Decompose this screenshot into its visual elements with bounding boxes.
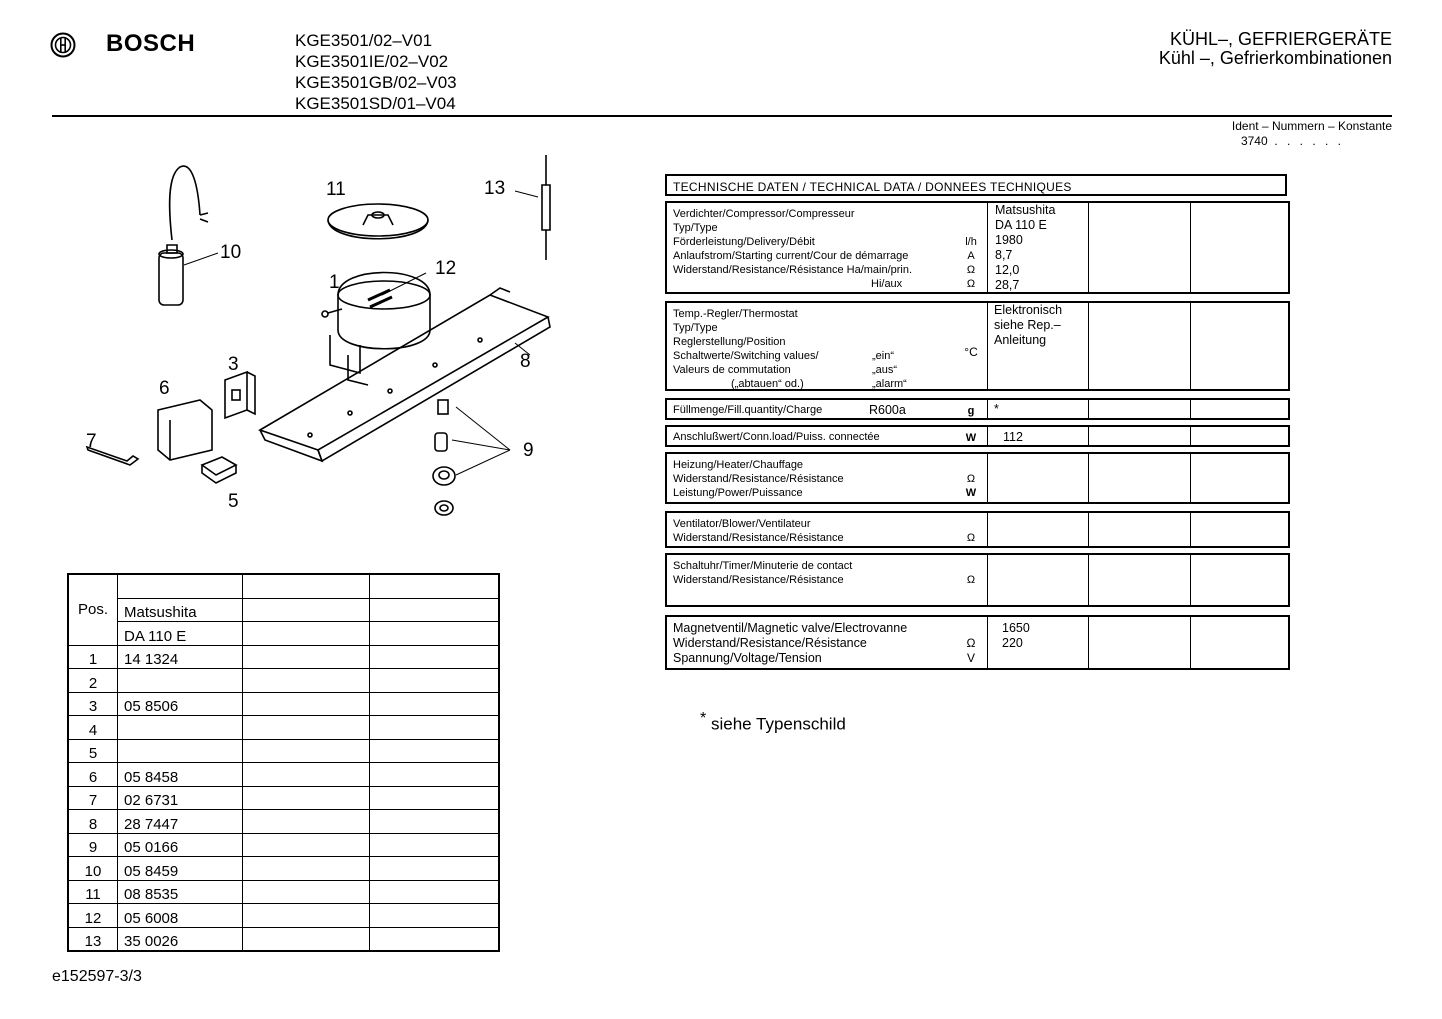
filter-dryer-part [515, 155, 550, 260]
connection-unit: W [965, 432, 977, 444]
label: „ein“ [872, 350, 895, 362]
callout-5: 5 [228, 491, 239, 512]
callout-3: 3 [228, 354, 239, 375]
connection-label: Anschlußwert/Conn.load/Puiss. connectée [673, 431, 880, 443]
connection-value: 112 [1003, 430, 1023, 444]
callout-13: 13 [484, 178, 506, 199]
timer-units [957, 559, 985, 587]
label: Magnetventil/Magnetic valve/Electrovanne [673, 621, 908, 635]
callout-9: 9 [523, 440, 534, 461]
table-row [68, 880, 499, 904]
label: Heizung/Heater/Chauffage [673, 459, 804, 471]
table-row [68, 927, 499, 951]
ident-constant [1232, 119, 1392, 149]
label: Anlaufstrom/Starting current/Cour de démarrage [673, 250, 909, 262]
blower-block [665, 511, 1290, 548]
label: „alarm“ [872, 378, 907, 390]
value: Matsushita [995, 203, 1056, 217]
table-row [68, 692, 499, 716]
unit [957, 458, 985, 472]
value: siehe Rep.– [994, 318, 1061, 332]
ident-value: 3740 [1240, 134, 1268, 148]
grommet-set-part [433, 400, 510, 515]
model-list [295, 30, 457, 114]
label: Schaltuhr/Timer/Minuterie de contact [673, 560, 853, 572]
part-number-cell: 02 6731 [118, 786, 243, 810]
table-row [68, 857, 499, 881]
model-number: KGE3501SD/01–V04 [295, 94, 456, 113]
timer-block [665, 553, 1290, 607]
base-rail-part [260, 288, 550, 461]
table-row [68, 833, 499, 857]
label: Widerstand/Resistance/Résistance [673, 574, 844, 586]
callout-10: 10 [220, 242, 242, 263]
part-number-cell: 05 0166 [118, 833, 243, 857]
table-row [68, 716, 499, 740]
compressor-units [957, 207, 985, 291]
blower-labels [673, 517, 987, 545]
valve-values [1002, 621, 1030, 651]
table-row [68, 810, 499, 834]
part-number-cell [118, 716, 243, 740]
value: 1980 [995, 233, 1023, 247]
category-line: Kühl –, Gefrierkombinationen [1158, 48, 1392, 68]
thermostat-sublabels [872, 349, 1186, 391]
compressor-values [995, 203, 1055, 293]
callout-1: 1 [329, 272, 340, 293]
header-divider [52, 115, 1392, 117]
model-number: KGE3501GB/02–V03 [295, 73, 457, 92]
label: Hi/aux [871, 278, 903, 290]
table-row [68, 739, 499, 763]
label: Förderleistung/Delivery/Débit [673, 236, 815, 248]
label: Ventilator/Blower/Ventilateur [673, 518, 811, 530]
part-number-cell: 05 8458 [118, 763, 243, 787]
label: Widerstand/Resistance/Résistance [673, 532, 844, 544]
fill-unit: g [967, 405, 975, 417]
ident-label: Ident – Nummern – Konstante [1231, 119, 1392, 133]
timer-labels [673, 559, 987, 587]
parts-table [67, 573, 500, 952]
unit [957, 559, 985, 573]
pos-cell: 9 [68, 833, 118, 857]
label: Widerstand/Resistance/Résistance Ha/main/prin. [673, 264, 913, 276]
table-row [68, 645, 499, 669]
thermostat-block [665, 301, 1290, 391]
note-asterisk: * [700, 710, 707, 727]
unit [957, 621, 985, 636]
label: „aus“ [872, 364, 898, 376]
category-line: KÜHL–, GEFRIERGERÄTE [1169, 29, 1392, 49]
document-id: e152597-3/3 [52, 968, 142, 985]
connection-load-block [665, 425, 1290, 447]
fill-quantity-block [665, 398, 1290, 420]
valve-units [957, 621, 985, 666]
unit: W [965, 487, 977, 499]
valve-labels [673, 621, 987, 666]
brand-name: BOSCH [106, 30, 196, 57]
table-row [68, 763, 499, 787]
table-row [68, 669, 499, 693]
unit: Ω [966, 532, 976, 544]
pos-cell: 6 [68, 763, 118, 787]
unit: Ω [966, 636, 976, 650]
compressor-block [665, 201, 1290, 294]
capacitor-part [159, 166, 218, 305]
label: Widerstand/Resistance/Résistance [673, 636, 867, 650]
callout-12: 12 [435, 258, 457, 279]
blower-units [957, 517, 985, 545]
label: Spannung/Voltage/Tension [673, 651, 822, 665]
heater-block [665, 452, 1290, 504]
heater-labels [673, 458, 987, 500]
exploded-parts-diagram [60, 145, 600, 525]
thermostat-unit: °C [964, 345, 978, 359]
label: Typ/Type [673, 322, 718, 334]
callout-8: 8 [520, 351, 531, 372]
table-row [68, 904, 499, 928]
unit: V [966, 651, 975, 665]
label: Verdichter/Compressor/Compresseur [673, 208, 855, 220]
part-number-cell: 05 8459 [118, 857, 243, 881]
part-number-cell: 08 8535 [118, 880, 243, 904]
label: Typ/Type [673, 222, 718, 234]
tech-data-title: TECHNISCHE DATEN / TECHNICAL DATA / DONNEES TECHNIQUES [665, 174, 1287, 196]
value: 28,7 [995, 278, 1020, 292]
magnetic-valve-block [665, 615, 1290, 670]
label: Leistung/Power/Puissance [673, 487, 803, 499]
unit: Ω [966, 278, 976, 290]
type-plate-note [700, 710, 846, 735]
model-number: KGE3501IE/02–V02 [295, 52, 449, 71]
value: 220 [1002, 636, 1023, 650]
product-category [1159, 30, 1392, 68]
fill-label: Füllmenge/Fill.quantity/Charge [673, 404, 823, 416]
compressor-model-header: DA 110 E [118, 622, 243, 646]
pos-header: Pos. [68, 574, 118, 645]
part-number-cell [118, 739, 243, 763]
heater-units [957, 458, 985, 500]
label: Reglerstellung/Position [673, 336, 786, 348]
pos-cell: 1 [68, 645, 118, 669]
pos-cell: 11 [68, 880, 118, 904]
pos-cell: 3 [68, 692, 118, 716]
refrigerant: R600a [869, 403, 906, 417]
manufacturer-header: Matsushita [118, 598, 243, 622]
pos-cell: 13 [68, 927, 118, 951]
pos-cell: 8 [68, 810, 118, 834]
pos-cell: 2 [68, 669, 118, 693]
unit: Ω [966, 264, 976, 276]
part-number-cell: 28 7447 [118, 810, 243, 834]
callout-11: 11 [326, 179, 346, 200]
pos-cell: 7 [68, 786, 118, 810]
part-number-cell: 05 8506 [118, 692, 243, 716]
value: 1650 [1002, 621, 1030, 635]
relay-cover-part [158, 400, 212, 460]
overload-part [202, 457, 236, 483]
part-number-cell: 35 0026 [118, 927, 243, 951]
unit: Ω [966, 574, 976, 586]
pos-cell: 5 [68, 739, 118, 763]
pos-cell: 10 [68, 857, 118, 881]
unit [957, 517, 985, 531]
pos-cell: 4 [68, 716, 118, 740]
relay-part [225, 372, 255, 418]
label: Schaltwerte/Switching values/ [673, 350, 819, 362]
model-number: KGE3501/02–V01 [295, 31, 433, 50]
label: Widerstand/Resistance/Résistance [673, 473, 844, 485]
value: Anleitung [994, 333, 1047, 347]
callout-6: 6 [159, 378, 170, 399]
value: 8,7 [995, 248, 1013, 262]
fill-value: * [994, 402, 999, 416]
thermostat-values [994, 303, 1062, 348]
compressor-labels [673, 207, 987, 291]
unit [957, 207, 985, 221]
drip-tray-part [328, 204, 428, 239]
value: DA 110 E [995, 218, 1047, 232]
value: Elektronisch [994, 303, 1063, 317]
ident-dots: . . . . . . [1274, 134, 1344, 148]
unit: l/h [965, 236, 977, 248]
part-number-cell: 14 1324 [118, 645, 243, 669]
label: („abtauen“ od.) [731, 378, 804, 390]
pos-cell: 12 [68, 904, 118, 928]
table-row [68, 786, 499, 810]
label: Valeurs de commutation [673, 364, 791, 376]
unit [957, 221, 985, 235]
unit: Ω [966, 473, 976, 485]
note-text: siehe Typenschild [710, 714, 846, 734]
bosch-logo-icon [50, 32, 76, 58]
part-number-cell [118, 669, 243, 693]
label: Temp.-Regler/Thermostat [673, 308, 798, 320]
callout-7: 7 [86, 431, 97, 452]
unit: A [967, 250, 975, 262]
part-number-cell: 05 6008 [118, 904, 243, 928]
value: 12,0 [995, 263, 1020, 277]
